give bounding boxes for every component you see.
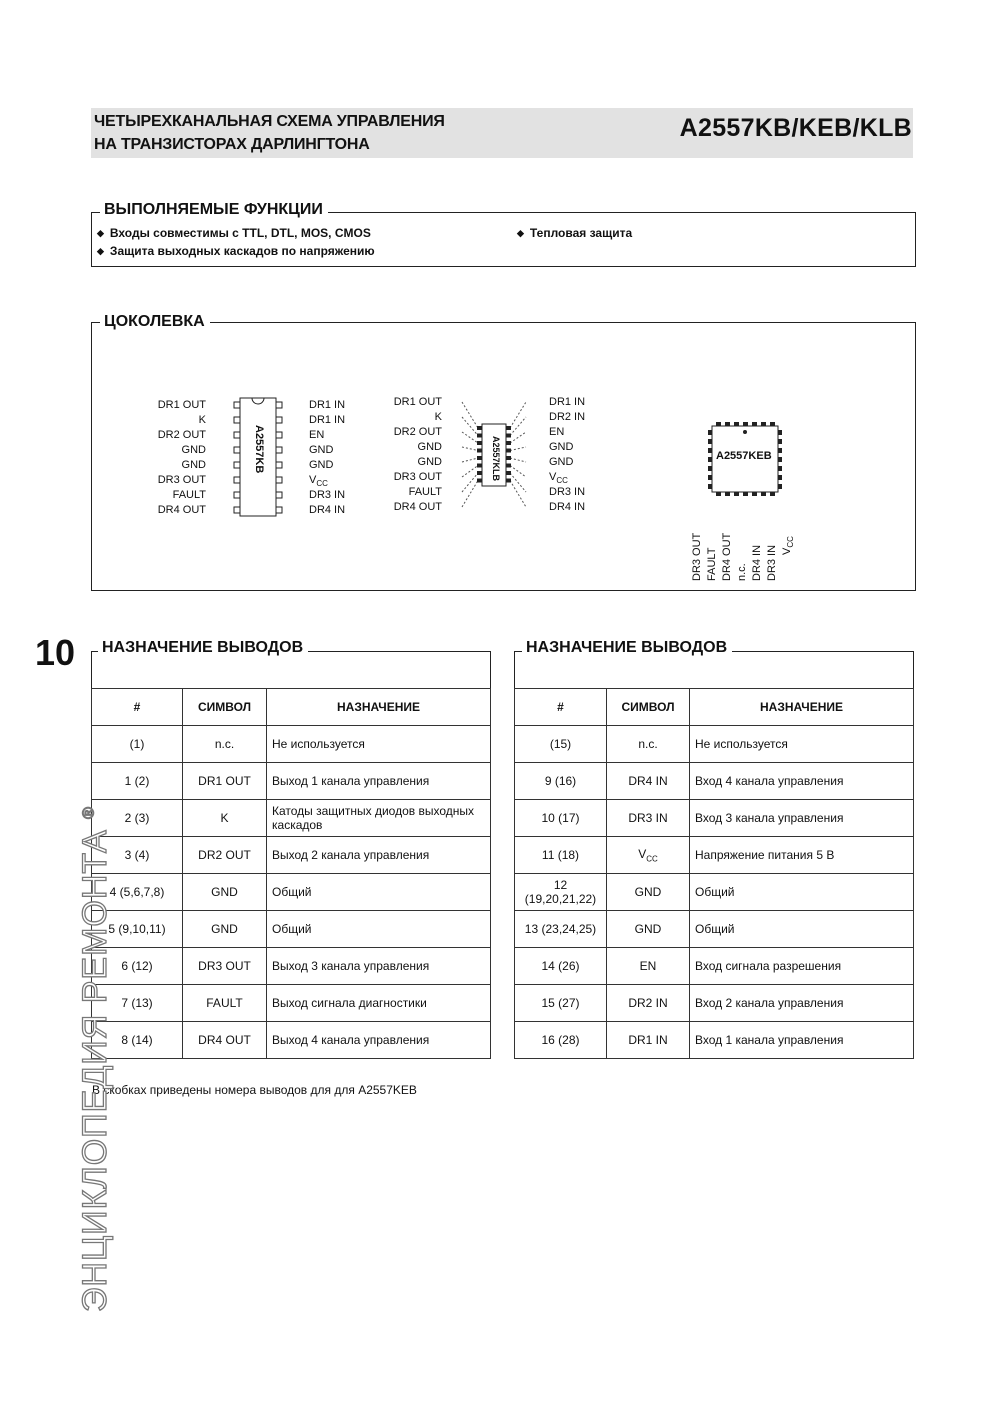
pin-description-cell: Выход 3 канала управления (267, 948, 491, 985)
side-text: ЭНЦИКЛОПЕДИЯ РЕМОНТА ® (76, 806, 114, 1312)
soic-pin-lead (506, 426, 511, 430)
page-number: 10 (35, 632, 76, 673)
soic-pin-name-right: DR1 IN (549, 396, 586, 408)
table-row (92, 1022, 491, 1059)
plcc-pin-lead (708, 475, 712, 480)
table-row (92, 800, 491, 837)
pin-symbol-cell: DR1 IN (607, 1022, 690, 1059)
plcc-pin-name-bottom: n.c. (736, 563, 748, 581)
soic-lead-line (510, 447, 526, 451)
functions-title: ВЫПОЛНЯЕМЫЕ ФУНКЦИИ (100, 201, 328, 219)
plcc-pin-lead (708, 430, 712, 435)
soic-lead-line (510, 466, 526, 478)
table-header-row (92, 689, 491, 726)
plcc-pin-lead (752, 422, 757, 426)
pin-description-cell: Выход 2 канала управления (267, 837, 491, 874)
table-row (515, 763, 914, 800)
pinout-title: ЦОКОЛЕВКА (100, 313, 210, 331)
dip-pin-name-right: DR1 IN (309, 414, 346, 426)
dip-pin-name-left: K (198, 414, 206, 426)
plcc-pin-name-bottom: DR3 IN (766, 544, 778, 581)
pin-symbol-cell: GND (607, 874, 690, 911)
soic-pin-name-left: FAULT (408, 486, 442, 498)
pin-symbol-cell: DR3 IN (607, 800, 690, 837)
dip-pin-name-right: EN (309, 429, 325, 441)
soic-lead-line (510, 432, 526, 443)
soic-pin-lead (477, 471, 482, 475)
pin-number-cell: 13 (23,24,25) (515, 911, 607, 948)
pin-symbol-cell: K (183, 800, 267, 837)
pin-number-cell: 3 (4) (92, 837, 183, 874)
soic-lead-line (462, 458, 478, 462)
dip-pin-lead (234, 402, 240, 408)
title-line-2: НА ТРАНЗИСТОРАХ ДАРЛИНГТОНА (94, 136, 370, 153)
plcc-pin-name-bottom: DR4 IN (751, 544, 763, 581)
table-row (515, 874, 914, 911)
pin-number-cell: 12 (19,20,21,22) (515, 874, 607, 911)
pin-symbol-cell: DR1 OUT (183, 763, 267, 800)
soic-pin-lead (506, 479, 511, 483)
pin-symbol-cell: n.c. (607, 726, 690, 763)
dip-chip-label: A2557KB (253, 425, 265, 474)
soic-pin-name-left: GND (417, 441, 442, 453)
soic-pin-lead (477, 426, 482, 430)
soic-pin-name-left: GND (417, 456, 442, 468)
function-item-1: ◆ Входы совместимы с TTL, DTL, MOS, CMOS (97, 226, 371, 240)
function-item-2: ◆ Защита выходных каскадов по напряжению (97, 244, 375, 258)
pin-number-cell: 11 (18) (515, 837, 607, 874)
soic-pin-name-left: DR1 OUT (393, 396, 442, 408)
dip-pin-lead (234, 417, 240, 423)
dip-pin-name-left: GND (181, 459, 206, 471)
soic-pin-name-right: GND (549, 456, 574, 468)
soic-pin-lead (477, 441, 482, 445)
dip-pin-lead (276, 477, 282, 483)
dip-pin-name-left: DR1 OUT (157, 399, 206, 411)
pin-symbol-cell: GND (183, 911, 267, 948)
plcc-pin-lead (778, 439, 782, 444)
table-header-cell: # (515, 689, 607, 726)
table-row (92, 763, 491, 800)
soic-pin-lead (477, 464, 482, 468)
table-row (92, 874, 491, 911)
table-right-title: НАЗНАЧЕНИЕ ВЫВОДОВ (522, 639, 732, 657)
dip-pin-lead (276, 462, 282, 468)
dip-pin-name-right: DR3 IN (309, 489, 346, 501)
soic-lead-line (510, 402, 526, 428)
soic-lead-line (462, 417, 478, 436)
pin-number-cell: 5 (9,10,11) (92, 911, 183, 948)
soic-pin-name-left: DR2 OUT (393, 426, 442, 438)
pin-description-cell: Общий (690, 874, 914, 911)
pin-number-cell: 4 (5,6,7,8) (92, 874, 183, 911)
plcc-pin-lead (778, 484, 782, 489)
soic-pin-name-left: DR4 OUT (393, 501, 442, 513)
soic-lead-line (462, 432, 478, 443)
pin-description-cell: Вход 2 канала управления (690, 985, 914, 1022)
soic-pin-name-right: DR3 IN (549, 486, 586, 498)
soic-pin-lead (506, 434, 511, 438)
soic-pin-lead (506, 449, 511, 453)
table-row (515, 800, 914, 837)
plcc-pin-lead (708, 484, 712, 489)
model-number: A2557KB/KEB/KLB (679, 114, 912, 142)
plcc-pin-name-bottom: DR4 OUT (721, 532, 733, 581)
table-row (92, 911, 491, 948)
bullet-icon: ◆ (517, 228, 524, 238)
pin-description-cell: Вход 1 канала управления (690, 1022, 914, 1059)
pin-number-cell: 9 (16) (515, 763, 607, 800)
table-header-cell: НАЗНАЧЕНИЕ (267, 689, 491, 726)
dip-pin-lead (234, 507, 240, 513)
dip-pin-name-right: DR4 IN (309, 504, 346, 516)
soic-pin-lead (506, 471, 511, 475)
plcc-pin-lead (708, 439, 712, 444)
soic-pin-name-right: DR4 IN (549, 501, 586, 513)
soic-lead-line (510, 481, 526, 508)
pin-description-cell: Выход 4 канала управления (267, 1022, 491, 1059)
plcc-pin-lead (752, 492, 757, 496)
dip-pin-name-left: GND (181, 444, 206, 456)
dip-pin-lead (234, 492, 240, 498)
soic-lead-line (510, 417, 526, 436)
footnote: В скобках приведены номера выводов для для A2557KEB (92, 1083, 417, 1097)
plcc-pin-lead (716, 492, 721, 496)
pin-description-cell: Общий (267, 911, 491, 948)
title-line-1: ЧЕТЫРЕХКАНАЛЬНАЯ СХЕМА УПРАВЛЕНИЯ (94, 113, 445, 130)
pin-number-cell: 1 (2) (92, 763, 183, 800)
pin-symbol-cell: GND (607, 911, 690, 948)
dip-pin-name-left: DR2 OUT (157, 429, 206, 441)
pin-number-cell: 14 (26) (515, 948, 607, 985)
plcc-pin-lead (770, 492, 775, 496)
soic-lead-line (462, 473, 478, 492)
pin-description-cell: Общий (267, 874, 491, 911)
plcc-pin-lead (770, 422, 775, 426)
soic-pin-name-left: K (434, 411, 442, 423)
soic-pin-lead (477, 449, 482, 453)
pin-number-cell: (15) (515, 726, 607, 763)
plcc-pin-lead (734, 492, 739, 496)
pin-symbol-cell: DR2 IN (607, 985, 690, 1022)
pin-number-cell: 7 (13) (92, 985, 183, 1022)
plcc-pin-lead (725, 492, 730, 496)
soic-pin-lead (506, 441, 511, 445)
table-row (515, 948, 914, 985)
dip-pin-lead (234, 432, 240, 438)
pin-number-cell: 10 (17) (515, 800, 607, 837)
dip-pin-name-right: DR1 IN (309, 399, 346, 411)
dip-pin-name-right: $V_{CC}$ (309, 474, 328, 489)
bullet-icon: ◆ (97, 228, 104, 238)
dip-pin-lead (276, 492, 282, 498)
table-row (515, 985, 914, 1022)
dip-pin-lead (276, 507, 282, 513)
dip-pin-name-right: GND (309, 459, 334, 471)
soic-lead-line (462, 402, 478, 428)
pin-symbol-cell: n.c. (183, 726, 267, 763)
soic-lead-line (462, 447, 478, 451)
dip-pin-lead (234, 462, 240, 468)
plcc-pin-lead (716, 422, 721, 426)
plcc-pin-lead (761, 422, 766, 426)
soic-pin-lead (477, 479, 482, 483)
dip-pin-lead (276, 447, 282, 453)
pin-number-cell: 16 (28) (515, 1022, 607, 1059)
table-left-title: НАЗНАЧЕНИЕ ВЫВОДОВ (98, 639, 308, 657)
table-row (92, 948, 491, 985)
dip-pin-name-left: DR4 OUT (157, 504, 206, 516)
table-header-cell: СИМВОЛ (183, 689, 267, 726)
table-header-cell: НАЗНАЧЕНИЕ (690, 689, 914, 726)
plcc-pin-lead (708, 457, 712, 462)
pin-symbol-cell: DR2 OUT (183, 837, 267, 874)
pin-description-cell: Выход сигнала диагностики (267, 985, 491, 1022)
bullet-icon: ◆ (97, 246, 104, 256)
pin-number-cell: (1) (92, 726, 183, 763)
table-row (515, 837, 914, 874)
pin-description-cell: Выход 1 канала управления (267, 763, 491, 800)
table-row (92, 837, 491, 874)
soic-pin-name-right: DR2 IN (549, 411, 586, 423)
dip-pin-lead (234, 477, 240, 483)
plcc-pin-lead (761, 492, 766, 496)
pin-symbol-cell: DR3 OUT (183, 948, 267, 985)
table-row (92, 985, 491, 1022)
pin-description-cell: Вход сигнала разрешения (690, 948, 914, 985)
plcc-pin-lead (725, 422, 730, 426)
plcc-pin-lead (743, 492, 748, 496)
soic-lead-line (510, 458, 526, 462)
plcc-pin-name-bottom: $V_{CC}$ (781, 536, 796, 555)
registered-mark: ® (80, 806, 98, 819)
pin-description-cell: Не используется (690, 726, 914, 763)
pin-symbol-cell: DR4 IN (607, 763, 690, 800)
pin-symbol-cell: $V_{CC}$ (607, 837, 690, 874)
plcc-pin-name-bottom: FAULT (706, 547, 718, 581)
dip-pin-name-right: GND (309, 444, 334, 456)
table-header-cell: СИМВОЛ (607, 689, 690, 726)
plcc-pin-lead (778, 430, 782, 435)
pin-description-cell: Катоды защитных диодов выходных каскадов (267, 800, 491, 837)
plcc-pin-lead (778, 457, 782, 462)
plcc-pin-lead (708, 448, 712, 453)
table-row (515, 1022, 914, 1059)
table-row (515, 911, 914, 948)
pin-symbol-cell: DR4 OUT (183, 1022, 267, 1059)
soic-pin-lead (477, 456, 482, 460)
pin-table-right (514, 688, 914, 1059)
pin-symbol-cell: EN (607, 948, 690, 985)
plcc-chip-label: A2557KEB (716, 450, 772, 462)
plcc-pin-name-bottom: DR3 OUT (691, 532, 703, 581)
soic-pin-lead (506, 456, 511, 460)
pin-symbol-cell: GND (183, 874, 267, 911)
table-header-cell: # (92, 689, 183, 726)
plcc-pin-lead (708, 466, 712, 471)
soic-lead-line (462, 481, 478, 508)
pin-description-cell: Вход 4 канала управления (690, 763, 914, 800)
plcc-pin-lead (778, 466, 782, 471)
soic-pin-name-left: DR3 OUT (393, 471, 442, 483)
pin-symbol-cell: FAULT (183, 985, 267, 1022)
table-header-row (515, 689, 914, 726)
pin-number-cell: 8 (14) (92, 1022, 183, 1059)
soic-pin-name-right: EN (549, 426, 565, 438)
soic-pin-name-right: GND (549, 441, 574, 453)
pin-description-cell: Вход 3 канала управления (690, 800, 914, 837)
dip-pin-lead (234, 447, 240, 453)
pin-description-cell: Напряжение питания 5 В (690, 837, 914, 874)
plcc-pin-lead (778, 475, 782, 480)
soic-pin-lead (506, 464, 511, 468)
dip-pin-lead (276, 417, 282, 423)
dip-pin-lead (276, 432, 282, 438)
plcc-pin-lead (743, 422, 748, 426)
pin-number-cell: 15 (27) (515, 985, 607, 1022)
dip-pin-name-left: DR3 OUT (157, 474, 206, 486)
table-row (92, 726, 491, 763)
table-row (515, 726, 914, 763)
function-item-3: ◆ Тепловая защита (517, 226, 633, 240)
plcc-pin-lead (734, 422, 739, 426)
page-title (94, 110, 445, 156)
pin-table-left (91, 688, 491, 1059)
pin-description-cell: Общий (690, 911, 914, 948)
soic-pin-name-right: $V_{CC}$ (549, 471, 568, 486)
soic-pin-lead (477, 434, 482, 438)
pin-number-cell: 2 (3) (92, 800, 183, 837)
pin-number-cell: 6 (12) (92, 948, 183, 985)
pin-description-cell: Не используется (267, 726, 491, 763)
soic-chip-label: A2557KLB (491, 436, 501, 482)
dip-pin-lead (276, 402, 282, 408)
dip-pin-name-left: FAULT (172, 489, 206, 501)
plcc-pin-lead (778, 448, 782, 453)
